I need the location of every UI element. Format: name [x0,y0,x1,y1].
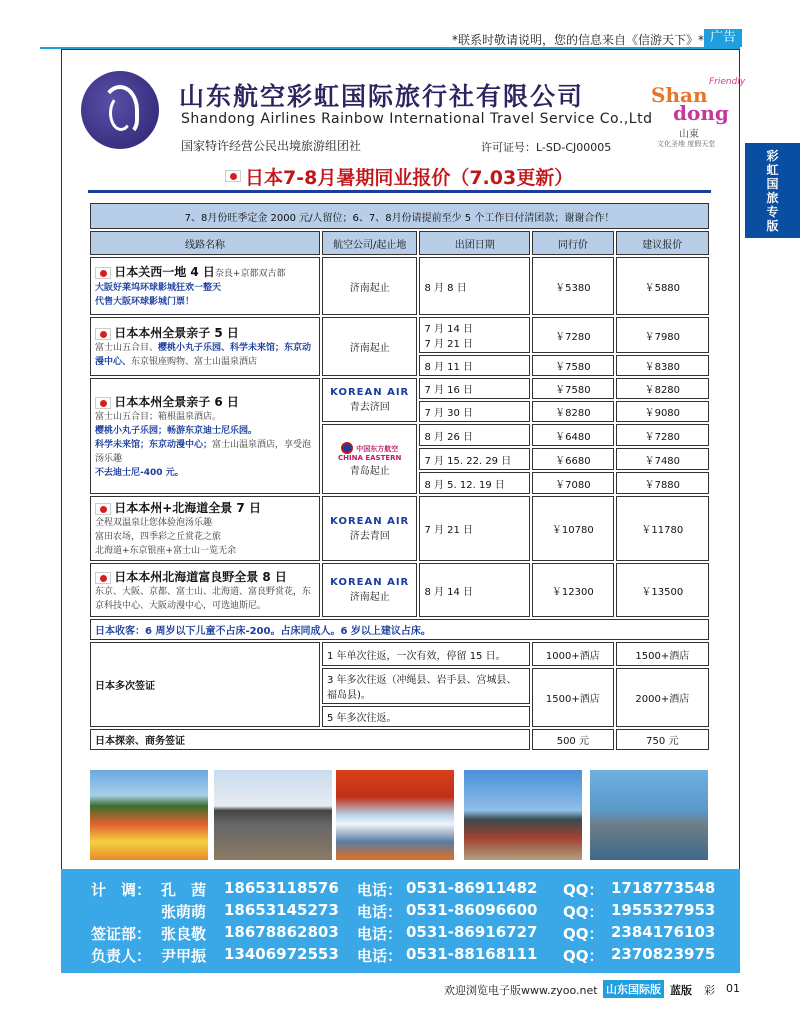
china-eastern-logo-icon [341,442,353,454]
korean-air-logo: KOREAN AIR [330,387,410,398]
route-line: 代售大阪环球影城门票！ [95,297,195,307]
origin-text: 青岛起止 [349,465,390,477]
visa-desc: 5 年多次往返。 [322,706,530,727]
tel-label: 电话： [357,925,403,943]
route-line: 东京、大阪、京都、富士山、北海道、富良野赏花，东京科技中心、大阪动漫中心，可选迪斯尼。 [95,586,312,611]
title-divider [88,190,711,193]
suggest-price: 750 元 [616,729,709,750]
peer-price: ￥12300 [532,563,614,617]
korean-air-logo: KOREAN AIR [330,515,410,527]
origin-text: 青去济回 [349,402,390,413]
route-line: 富田农场，四季彩之丘赏花之旅 [95,532,222,542]
japan-flag-icon [95,503,111,515]
date-cell: 8 月 14 日 [419,563,530,617]
flower-field-photo [90,770,208,860]
table-row [90,317,709,353]
photo-strip [90,770,710,860]
contact-tel: 0531-86911482 [406,879,538,897]
route-cell [90,257,320,315]
castle-photo [214,770,332,860]
suggest-price: ￥9080 [616,401,709,422]
route-line: 北海道+东京银座+富士山一览无余 [95,546,237,556]
contact-row [61,945,740,965]
license-description: 国家特许经营公民出境旅游组团社 [181,139,362,153]
contact-panel [61,869,740,973]
contact-mobile: 18678862803 [224,923,339,941]
col-airline: 航空公司/起止地 [322,231,417,255]
origin-text: 济南起止 [349,592,390,603]
contact-qq: 2370823975 [611,945,716,963]
peer-price: ￥5380 [532,257,614,315]
suggest-price: ￥7280 [616,424,709,446]
coast-photo [590,770,708,860]
china-eastern-name: 中国东方航空 [356,444,399,453]
japan-flag-icon [95,397,111,409]
contact-role: 负责人： [91,947,152,965]
route-title: 日本本州全景亲子 6 日 [114,394,239,409]
peer-price: ￥7580 [532,378,614,399]
qq-label: QQ： [563,925,604,943]
route-line: 科学未来馆；东京动漫中心； [95,439,213,450]
date-cell: 7 月 30 日 [419,401,530,422]
korean-air-logo: KOREAN AIR [330,577,410,588]
suggest-price: 2000+酒店 [616,668,709,727]
contact-name: 张萌萌 [161,903,207,921]
color-label: 彩 [704,984,715,997]
visa-label: 日本多次签证 [90,642,320,727]
route-cell [90,317,320,376]
mount-fuji-photo [336,770,454,860]
contact-mobile: 18653145273 [224,901,339,919]
logo-dong: dong [673,101,729,125]
date-cell: 8 月 8 日 [419,257,530,315]
ad-badge: 广告 [704,29,742,47]
contact-name: 孔 茜 [161,881,207,899]
page-title [225,163,585,189]
route-line: 富士山温泉酒店，享受泡汤乐趣 [95,439,312,464]
peer-price: ￥7580 [532,355,614,376]
tel-label: 电话： [357,947,403,965]
peer-price: 1500+酒店 [532,668,614,727]
contact-tel: 0531-86096600 [406,901,538,919]
origin-text: 济去青回 [349,530,390,542]
sidebar-char: 虹 [766,163,779,177]
suggest-price: ￥5880 [616,257,709,315]
sidebar-char: 国 [766,177,779,191]
date-line: 7 月 14 日 [424,324,474,335]
airline-cell [322,496,417,561]
route-line: 富士山五合目；箱根温泉酒店。 [95,411,222,422]
suggest-price: ￥8280 [616,378,709,399]
page-footer [0,976,800,1006]
japan-flag-icon [95,328,111,340]
table-row [90,257,709,315]
page-title-text: 日本7-8月暑期同业报价（7.03更新） [245,167,574,189]
date-cell: 7 月 16 日 [419,378,530,399]
contact-role: 计 调： [91,881,152,899]
peer-price: 1000+酒店 [532,642,614,666]
company-name-cn: 山东航空彩虹国际旅行社有限公司 [179,82,585,111]
visit-visa-label: 日本探亲、商务签证 [90,729,530,750]
route-title: 日本本州北海道富良野全景 8 日 [114,569,287,584]
contact-tel: 0531-86916727 [406,923,538,941]
suggest-price: ￥7880 [616,472,709,494]
visa-desc: 1 年单次往返，一次有效，停留 15 日。 [322,642,530,666]
contact-row [61,879,740,899]
airline-cell [322,563,417,617]
peer-price: ￥7080 [532,472,614,494]
company-name-en: Shandong Airlines Rainbow International Travel Service Co.,Ltd [181,111,653,127]
japan-flag-icon [95,267,111,279]
suggest-price: 1500+酒店 [616,642,709,666]
route-title: 日本本州全景亲子 5 日 [114,326,239,340]
route-line: 东京银座购物、富士山温泉酒店 [131,357,258,367]
child-fee-note: 日本收客：6 周岁以下儿童不占床-200。占床同成人。6 岁以上建议占床。 [90,619,709,640]
blue-edition-label: 蓝版 [670,984,692,997]
license-number: 许可证号：L-SD-CJ00005 [481,141,612,154]
suggest-price: ￥11780 [616,496,709,561]
route-line: 不去迪士尼-400 元。 [95,467,184,478]
page-number: 01 [726,982,740,995]
price-table [88,201,711,752]
date-cell: 8 月 5. 12. 19 日 [419,472,530,494]
contact-role: 签证部： [91,925,152,943]
table-header-row [90,231,709,255]
airline-cell [322,424,417,494]
palace-photo [464,770,582,860]
website-link[interactable]: 欢迎浏览电子版www.zyoo.net [444,984,598,997]
date-cell [419,317,530,353]
table-row [90,642,709,666]
suggest-price: ￥7980 [616,317,709,353]
route-title: 日本关西一地 4 日 [114,265,215,279]
airline-cell [322,378,417,422]
route-line: 富士山五合目、 [95,343,159,353]
route-title: 日本本州+北海道全景 7 日 [114,501,261,515]
col-dates: 出团日期 [419,231,530,255]
date-line: 7 月 21 日 [424,339,474,350]
logo-friendly: Friendly [709,77,746,87]
table-row [90,496,709,561]
logo-shan: Shan [651,83,708,107]
route-cell [90,378,320,494]
contact-name: 张良敬 [161,925,207,943]
shandong-tourism-logo [651,77,746,148]
contact-note: *联系时敬请说明，您的信息来自《信游天下》* [451,33,704,47]
edition-badge: 山东国际版 [603,980,664,998]
sidebar-edition-tab [745,143,800,238]
logo-slogan: 文化圣地 度假天堂 [657,140,716,148]
contact-row [61,901,740,921]
company-logo-icon [81,71,159,149]
peer-price: ￥7280 [532,317,614,353]
table-row [90,378,709,399]
contact-name: 尹甲振 [161,947,207,965]
contact-qq: 1718773548 [611,879,716,897]
qq-label: QQ： [563,947,604,965]
route-line: 全程双温泉让您体验泡汤乐趣 [95,518,213,528]
contact-mobile: 18653118576 [224,879,339,897]
suggest-price: ￥13500 [616,563,709,617]
tel-label: 电话： [357,903,403,921]
col-peer-price: 同行价 [532,231,614,255]
sidebar-char: 专 [766,205,779,219]
peer-price: ￥10780 [532,496,614,561]
table-row [90,619,709,640]
route-line: 大阪好莱坞环球影城狂欢一整天 [95,283,222,293]
peer-price: ￥6480 [532,424,614,446]
suggest-price: ￥8380 [616,355,709,376]
col-route: 线路名称 [90,231,320,255]
date-cell: 8 月 26 日 [419,424,530,446]
japan-flag-icon [225,170,241,182]
sidebar-char: 版 [766,219,779,233]
company-header [61,49,746,157]
peer-price: ￥8280 [532,401,614,422]
table-row [90,563,709,617]
sidebar-char: 彩 [766,149,779,163]
origin-cell: 济南起止 [322,317,417,376]
sidebar-char: 旅 [766,191,779,205]
route-line: 樱桃小丸子乐园、科学未来馆；东京动漫中心、 [95,343,312,367]
contact-mobile: 13406972553 [224,945,339,963]
route-cell [90,496,320,561]
table-row [90,729,709,750]
peer-price: 500 元 [532,729,614,750]
visa-desc: 3 年多次往返（冲绳县、岩手县、宫城县、福岛县)。 [322,668,530,704]
china-eastern-name-en: CHINA EASTERN [338,453,402,462]
date-cell: 7 月 15. 22. 29 日 [419,448,530,470]
deposit-notice: 7、8月份旺季定金 2000 元/人留位；6、7、8月份请提前至少 5 个工作日付清团款；谢谢合作！ [90,203,709,229]
qq-label: QQ： [563,881,604,899]
contact-row [61,923,740,943]
qq-label: QQ： [563,903,604,921]
contact-tel: 0531-88168111 [406,945,538,963]
japan-flag-icon [95,572,111,584]
top-bar [0,0,800,48]
date-cell: 7 月 21 日 [419,496,530,561]
contact-qq: 2384176103 [611,923,716,941]
route-subtitle: 奈良+京都双古都 [214,269,286,279]
tel-label: 电话： [357,881,403,899]
suggest-price: ￥7480 [616,448,709,470]
date-cell: 8 月 11 日 [419,355,530,376]
contact-qq: 1955327953 [611,901,716,919]
origin-cell: 济南起止 [322,257,417,315]
peer-price: ￥6680 [532,448,614,470]
route-cell [90,563,320,617]
col-suggest-price: 建议报价 [616,231,709,255]
route-line: 樱桃小丸子乐园；畅游东京迪士尼乐园。 [95,425,258,436]
logo-cn: 山東 [679,129,699,140]
